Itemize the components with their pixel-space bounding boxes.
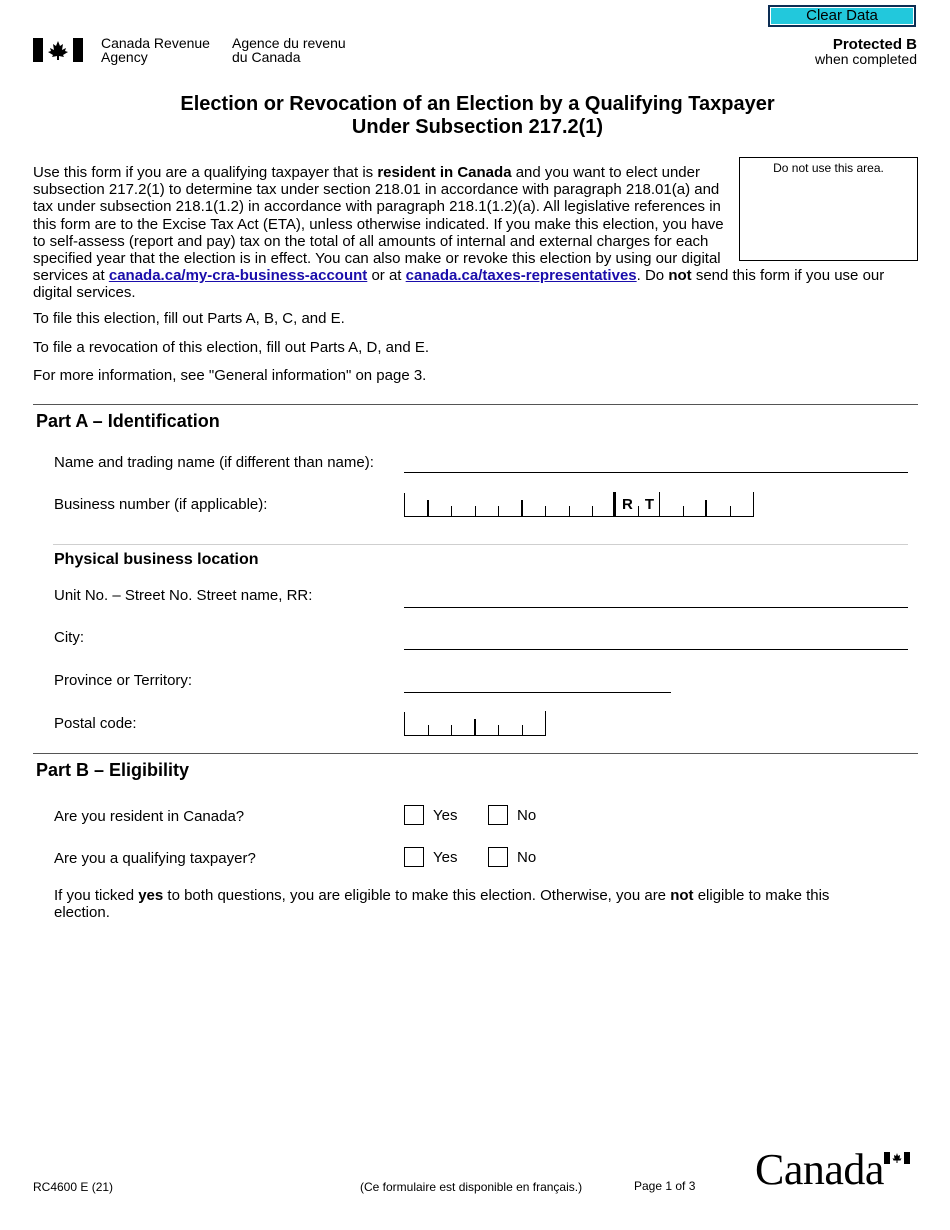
form-title-line1: Election or Revocation of an Election by a Qualifying Taxpayer (180, 93, 775, 115)
province-label: Province or Territory: (54, 672, 193, 689)
agency-name-english (101, 36, 210, 64)
instruction-more-info: For more information, see "General information" on page 3. (33, 367, 427, 384)
instruction-file-revocation: To file a revocation of this election, fill out Parts A, D, and E. (33, 339, 430, 356)
intro-text-2: and you want to elect under subsection 217.2(1) to determine tax under section 218.01 in accordance with paragraph 218.01(a) and tax under subsection 218.1(1.2) in accordance with paragraph 218.1(1.2)(a). All legislative references in this form are to the Excise Tax Act (ETA), unless otherwise indicated. If you make this election, you have to self-assess (report and pay) tax on the total of all amounts of internal and external charges for each specified year that the election is in effect. You can also make or revoke this election by using our digital services at (33, 164, 724, 285)
rt-program-identifier (614, 492, 660, 516)
protected-b-subtitle: when completed (815, 51, 917, 67)
resident-yes-checkbox[interactable] (404, 805, 424, 825)
postal-code-label: Postal code: (54, 715, 137, 732)
city-label: City: (54, 629, 84, 646)
rt-letter-r: R (621, 495, 633, 513)
instruction-file-election: To file this election, fill out Parts A, B, C, and E. (33, 310, 345, 327)
city-input[interactable] (404, 649, 908, 650)
form-title-line2: Under Subsection 217.2(1) (351, 116, 604, 138)
resident-question: Are you resident in Canada? (54, 808, 245, 825)
agency-en-line1: Canada Revenue (101, 35, 210, 51)
resident-yes-label: Yes (433, 807, 458, 824)
qualifying-yes-checkbox[interactable] (404, 847, 424, 867)
intro-bold-2: not (668, 267, 692, 285)
name-input[interactable] (404, 472, 908, 473)
taxes-representatives-link[interactable]: canada.ca/taxes-representatives (405, 267, 637, 285)
intro-bold-1: resident in Canada (377, 164, 512, 181)
qualifying-no-checkbox[interactable] (488, 847, 508, 867)
canada-flag-icon (33, 38, 83, 62)
part-a-heading: Part A – Identification (36, 411, 220, 431)
resident-no-label: No (517, 807, 537, 824)
location-divider (53, 544, 908, 545)
qualifying-question: Are you a qualifying taxpayer? (54, 850, 256, 867)
french-availability-note: (Ce formulaire est disponible en français.) (360, 1180, 583, 1194)
protected-b-label (815, 37, 917, 67)
part-b-divider (33, 753, 918, 754)
wordmark-flag-icon (884, 1152, 910, 1164)
street-input[interactable] (404, 607, 908, 608)
agency-name-french (232, 36, 346, 64)
note-bold-yes: yes (138, 887, 164, 904)
rt-letter-t: T (644, 495, 654, 513)
agency-fr-line1: Agence du revenu (232, 35, 346, 51)
my-cra-business-account-link[interactable]: canada.ca/my-cra-business-account (108, 267, 368, 285)
clear-data-button[interactable]: Clear Data (768, 5, 916, 27)
note-bold-not: not (670, 887, 694, 904)
intro-text-3: or at (367, 267, 406, 285)
business-number-label: Business number (if applicable): (54, 496, 268, 513)
intro-paragraph (33, 164, 913, 302)
agency-fr-line2: du Canada (232, 49, 301, 65)
province-input[interactable] (404, 692, 671, 693)
note-text-2: to both questions, you are eligible to make this election. Otherwise, you are (163, 887, 671, 904)
business-number-input[interactable] (404, 493, 754, 517)
intro-text-4: . Do (636, 267, 669, 285)
agency-en-line2: Agency (101, 49, 148, 65)
form-code: RC4600 E (21) (33, 1180, 114, 1194)
part-a-divider (33, 404, 918, 405)
part-b-heading: Part B – Eligibility (36, 760, 190, 780)
note-text-1: If you ticked (54, 887, 139, 904)
street-label: Unit No. – Street No. Street name, RR: (54, 587, 313, 604)
protected-b-title: Protected B (832, 36, 917, 53)
qualifying-yes-label: Yes (433, 849, 458, 866)
qualifying-no-label: No (517, 849, 537, 866)
intro-text-1: Use this form if you are a qualifying taxpayer that is (33, 164, 378, 181)
do-not-use-label: Do not use this area. (773, 161, 884, 175)
intro-text-5: send this form if you use our digital services. (33, 267, 885, 302)
page-number: Page 1 of 3 (634, 1179, 696, 1193)
form-title (0, 93, 950, 139)
canada-wordmark: Canada (755, 1145, 884, 1194)
postal-code-input[interactable] (404, 712, 546, 736)
note-text-3: eligible to make this election. (54, 887, 830, 921)
name-label: Name and trading name (if different than name): (54, 454, 374, 471)
physical-location-heading: Physical business location (54, 551, 259, 568)
eligibility-note (54, 887, 874, 921)
resident-no-checkbox[interactable] (488, 805, 508, 825)
